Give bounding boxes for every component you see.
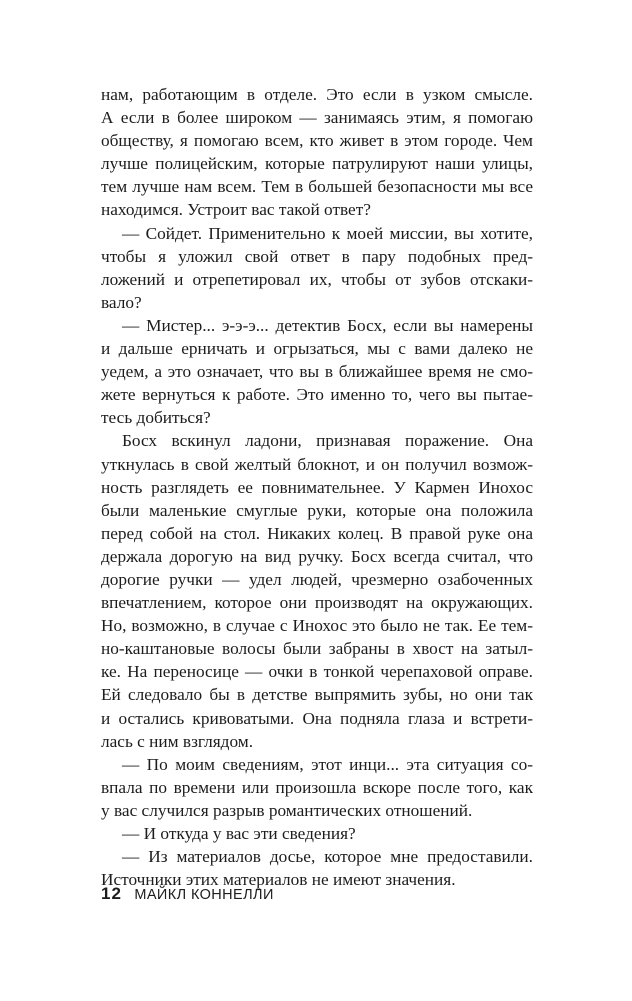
text-line: обществу, я помогаю всем, кто живет в этом городе. Чем bbox=[101, 131, 533, 151]
text-line: — Сойдет. Применительно к моей миссии, вы хотите, bbox=[122, 223, 533, 243]
text-line: — Из материалов досье, которое мне предоставили. bbox=[122, 847, 533, 867]
text-line: дорогие ручки — удел людей, чрезмерно озабоченных bbox=[101, 569, 533, 589]
text-line: Но, возможно, в случае с Инохос это было не так. Ее тем- bbox=[101, 616, 533, 636]
text-line: и остались кривоватыми. Она подняла глаза и встрети- bbox=[101, 708, 533, 728]
page-number: 12 bbox=[101, 884, 122, 903]
text-line: нам, работающим в отделе. Это если в узком смысле. bbox=[101, 85, 533, 104]
text-line: Ей следовало бы в детстве выпрямить зубы, но они так bbox=[101, 685, 533, 705]
text-line: чтобы я уложил свой ответ в пару подобных пред- bbox=[101, 246, 533, 266]
text-line: — Мистер... э-э-э... детектив Босх, если вы намерены bbox=[122, 315, 533, 335]
text-line: тесь добиться? bbox=[101, 408, 211, 428]
page-footer bbox=[101, 884, 274, 904]
text-line: — По моим сведениям, этот инци... эта ситуация со- bbox=[122, 754, 533, 774]
text-line: А если в более широком — занимаясь этим, я помогаю bbox=[101, 108, 533, 128]
text-line: вало? bbox=[101, 292, 142, 312]
text-line: но-каштановые волосы были забраны в хвост на затыл- bbox=[101, 639, 533, 659]
text-line: ке. На переносице — очки в тонкой черепаховой оправе. bbox=[101, 662, 533, 682]
text-line: тем лучше нам всем. Тем в большей безопасности мы все bbox=[101, 177, 533, 197]
text-line: лучше полицейским, которые патрулируют наши улицы, bbox=[101, 154, 533, 174]
text-line: находимся. Устроит вас такой ответ? bbox=[101, 200, 371, 220]
text-line: лась с ним взглядом. bbox=[101, 731, 254, 751]
text-line: ложений и отрепетировал их, чтобы от зубов отскаки- bbox=[101, 269, 533, 289]
text-line: держала дорогую на вид ручку. Босх всегда считал, что bbox=[101, 546, 533, 566]
text-line: впечатлением, которое они производят на окружающих. bbox=[101, 593, 533, 613]
text-line: Босх вскинул ладони, признавая поражение. Она bbox=[122, 431, 533, 451]
text-line: уедем, а это означает, что вы в ближайшее время не смо- bbox=[101, 362, 533, 382]
running-head-author: МАЙКЛ КОННЕЛЛИ bbox=[134, 887, 274, 903]
text-line: перед собой на стол. Никаких колец. В правой руке она bbox=[101, 523, 533, 543]
text-line: были маленькие смуглые руки, которые она положила bbox=[101, 500, 533, 520]
text-line: уткнулась в свой желтый блокнот, и он получил возмож- bbox=[101, 454, 533, 474]
text-line: Источники этих материалов не имеют значения. bbox=[101, 870, 456, 890]
text-line: у вас случился разрыв романтических отношений. bbox=[101, 800, 473, 820]
body-text bbox=[101, 83, 533, 891]
text-line: впала по времени или произошла вскоре после того, как bbox=[101, 777, 533, 797]
text-line: и дальше ерничать и огрызаться, мы с вами далеко не bbox=[101, 339, 533, 359]
text-line: — И откуда у вас эти сведения? bbox=[122, 824, 356, 843]
text-line: жете вернуться к работе. Это именно то, чего вы пытае- bbox=[101, 385, 533, 405]
text-line: ность разглядеть ее повнимательнее. У Кармен Инохос bbox=[101, 477, 533, 497]
